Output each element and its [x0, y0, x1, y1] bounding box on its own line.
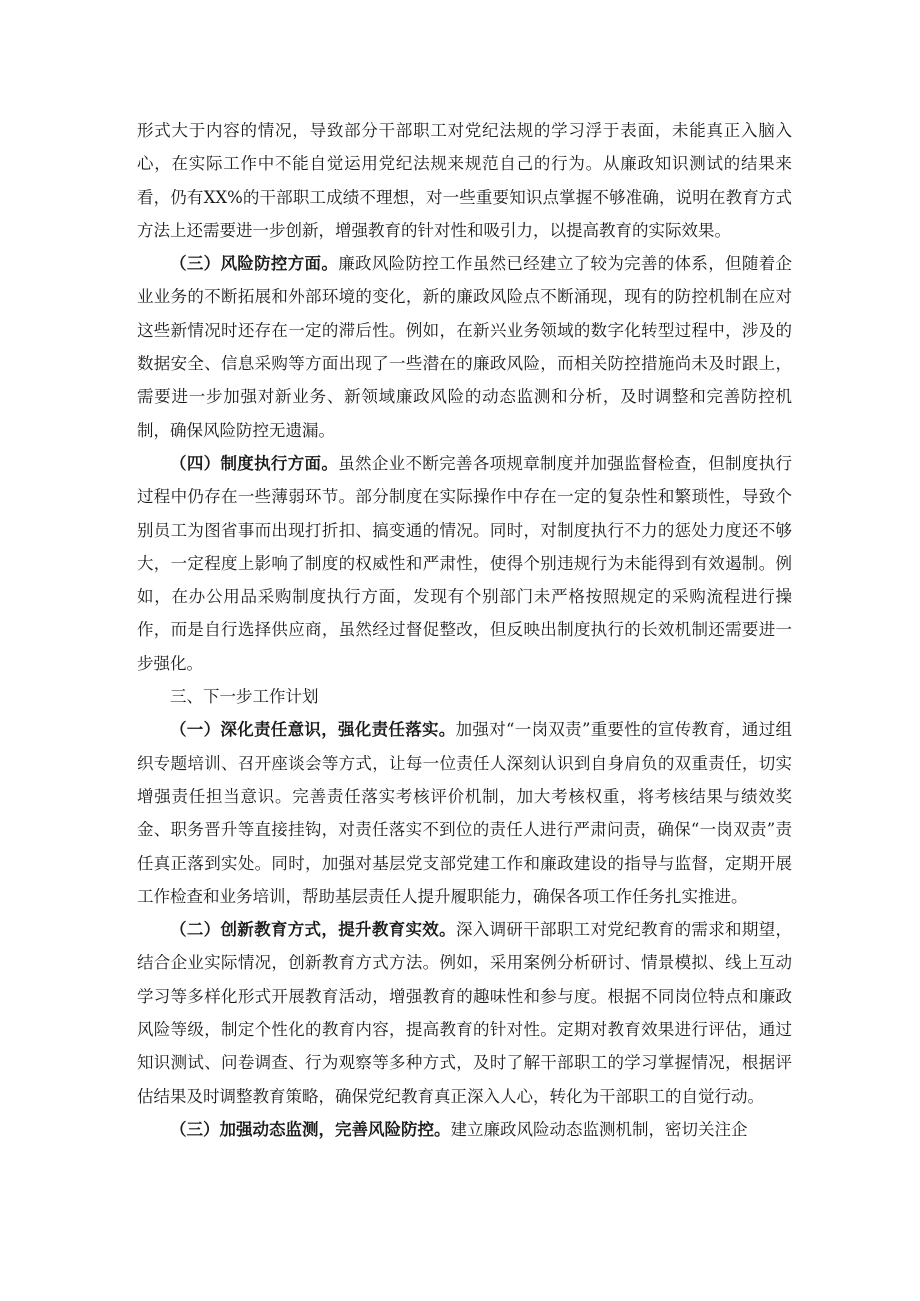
- paragraph-plan-responsibility: [137, 713, 792, 913]
- paragraph-lead: （三）风险防控方面。: [170, 254, 339, 274]
- paragraph-text: 深入调研干部职工对党纪教育的需求和期望，结合企业实际情况，创新教育方式方法。例如，采用案例分析研讨、情景模拟、线上互动学习等多样化形式开展教育活动，增强教育的趣味性和参与度。根据不同岗位特点和廉政风险等级，制定个性化的教育内容，提高教育的针对性。定期对教育效果进行评估，通过知识测试、问卷调查、行为观察等多种方式，及时了解干部职工的学习掌握情况，根据评估结果及时调整教育策略，确保党纪教育真正深入人心，转化为干部职工的自觉行动。: [137, 920, 793, 1106]
- paragraph-system-execution: [137, 447, 792, 680]
- paragraph-lead: （二）创新教育方式，提升教育实效。: [170, 920, 456, 940]
- paragraph-continuation: [137, 114, 792, 247]
- paragraph-plan-education: [137, 913, 792, 1113]
- paragraph-text: 建立廉政风险动态监测机制，密切关注企: [450, 1119, 748, 1139]
- paragraph-risk-control: [137, 247, 792, 447]
- paragraph-text: 廉政风险防控工作虽然已经建立了较为完善的体系，但随着企业业务的不断拓展和外部环境的变化，新的廉政风险点不断涌现，现有的防控机制在应对这些新情况时还存在一定的滞后性。例如，在新兴业务领域的数字化转型过程中，涉及的数据安全、信息采购等方面出现了一些潜在的廉政风险，而相关防控措施尚未及时跟上，需要进一步加强对新业务、新领域廉政风险的动态监测和分析，及时调整和完善防控机制，确保风险防控无遗漏。: [137, 254, 793, 440]
- document-page: [137, 114, 792, 1146]
- paragraph-text: 形式大于内容的情况，导致部分干部职工对党纪法规的学习浮于表面，未能真正入脑入心，在实际工作中不能自觉运用党纪法规来规范自己的行为。从廉政知识测试的结果来看，仍有XX%的干部职工成绩不理想，对一些重要知识点掌握不够准确，说明在教育方式方法上还需要进一步创新，增强教育的针对性和吸引力，以提高教育的实际效果。: [137, 121, 792, 240]
- paragraph-lead: （一）深化责任意识，强化责任落实。: [170, 720, 456, 740]
- paragraph-lead: （三）加强动态监测，完善风险防控。: [170, 1119, 451, 1139]
- paragraph-text: 加强对“一岗双责”重要性的宣传教育，通过组织专题培训、召开座谈会等方式，让每一位责任人深刻认识到自身肩负的双重责任，切实增强责任担当意识。完善责任落实考核评价机制，加大考核权重，将考核结果与绩效奖金、职务晋升等直接挂钩，对责任落实不到位的责任人进行严肃问责，确保“一岗双责”责任真正落到实处。同时，加强对基层党支部党建工作和廉政建设的指导与监督，定期开展工作检查和业务培训，帮助基层责任人提升履职能力，确保各项工作任务扎实推进。: [137, 720, 793, 906]
- paragraph-lead: （四）制度执行方面。: [170, 453, 339, 473]
- paragraph-plan-monitoring: [137, 1113, 792, 1146]
- paragraph-text: 虽然企业不断完善各项规章制度并加强监督检查，但制度执行过程中仍存在一些薄弱环节。部分制度在实际操作中存在一定的复杂性和繁琐性，导致个别员工为图省事而出现打折扣、搞变通的情况。同时，对制度执行不力的惩处力度还不够大，一定程度上影响了制度的权威性和严肃性，使得个别违规行为未能得到有效遏制。例如，在办公用品采购制度执行方面，发现有个别部门未严格按照规定的采购流程进行操作，而是自行选择供应商，虽然经过督促整改，但反映出制度执行的长效机制还需要进一步强化。: [137, 453, 793, 673]
- section-heading-next-plan: 三、下一步工作计划: [170, 687, 319, 707]
